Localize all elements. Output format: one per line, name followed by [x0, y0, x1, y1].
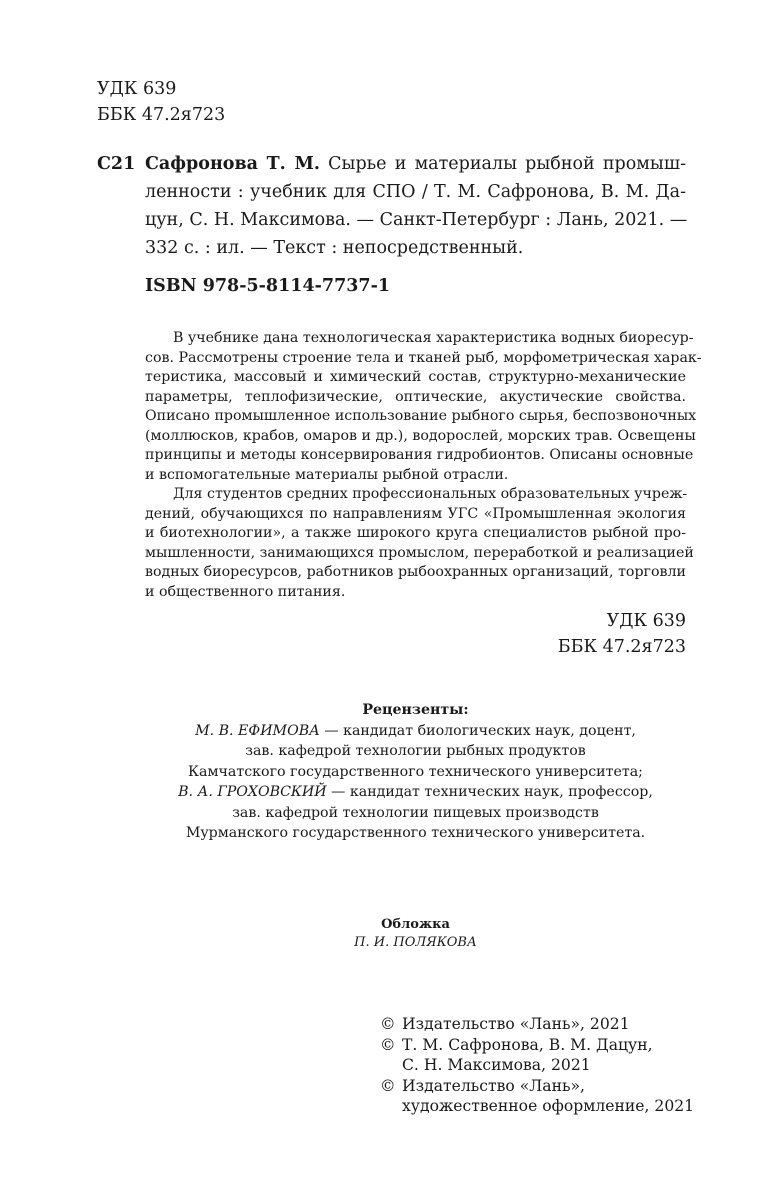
reviewer-1-line-1 — [145, 721, 686, 742]
isbn: ISBN 978-5-8114-7737-1 — [145, 276, 391, 296]
cover-credit — [145, 916, 686, 952]
copyright-text: Издательство «Лань», — [402, 1076, 585, 1095]
annotation-line: дений, обучающихся по направлениям УГС «Промышленная экология — [145, 505, 686, 522]
annotation-line: мышленности, занимающихся промыслом, переработкой и реализацией — [145, 544, 694, 561]
annotation-line: В учебнике дана технологическая характеристика водных биоресур- — [173, 330, 694, 346]
cover-designer: П. И. ПОЛЯКОВА — [354, 935, 477, 950]
bbk-code: ББК 47.2я723 — [97, 105, 226, 125]
reviewer-1-line-3: Камчатского государственного технического университета; — [188, 763, 643, 780]
reviewer-2-line-3: Мурманского государственного технического университета. — [185, 825, 646, 841]
copyright-authors — [380, 1035, 694, 1056]
reviewer-2-line-1 — [145, 782, 686, 803]
copyright-text: Издательство «Лань», 2021 — [402, 1015, 630, 1033]
catalog-line-1 — [145, 150, 686, 178]
bbk-code: ББК 47.2я723 — [557, 637, 686, 657]
copyright-design — [380, 1076, 694, 1097]
catalog-line-4: 332 с. : ил. — Текст : непосредственный. — [145, 238, 524, 258]
catalog-line-2: ленности : учебник для СПО / Т. М. Сафронова, В. М. Да- — [145, 182, 686, 202]
annotation — [145, 329, 702, 602]
annotation-line: Для студентов средних профессиональных образовательных учреж- — [173, 486, 688, 502]
annotation-line: сов. Рассмотрены строение тела и тканей рыб, морфометрическая харак- — [145, 349, 702, 366]
annotation-line: и общественного питания. — [145, 583, 346, 600]
udk-code: УДК 639 — [606, 611, 686, 631]
copyright-design-cont: художественное оформление, 2021 — [402, 1097, 695, 1115]
annotation-line: параметры, теплофизические, оптические, акустические свойства. — [145, 388, 686, 405]
reviewer-2-title: — кандидат технических наук, профессор, — [326, 784, 653, 800]
reviewer-1-name: М. В. ЕФИМОВА — [195, 722, 320, 739]
annotation-line: принципы и методы консервирования гидробионтов. Описаны основные — [145, 447, 694, 463]
reviewers-block — [145, 700, 686, 844]
catalog-title-start: Сырье и материалы рыбной промыш- — [319, 154, 687, 174]
copyright-text: Т. М. Сафронова, В. М. Дацун, — [402, 1035, 653, 1054]
copyright-authors-cont: С. Н. Максимова, 2021 — [402, 1056, 591, 1074]
reviewer-2-line-2: зав. кафедрой технологии пищевых производств — [232, 804, 599, 821]
copyright-block — [380, 1014, 694, 1117]
annotation-line: и биотехнологии», а также широкого круга специалистов рыбной про- — [145, 525, 686, 541]
reviewer-1-line-2: зав. кафедрой технологии рыбных продуктов — [245, 743, 586, 759]
annotation-line: (моллюсков, крабов, омаров и др.), водорослей, морских трав. Освещены — [145, 427, 696, 444]
reviewer-1-title: — кандидат биологических наук, доцент, — [319, 722, 636, 739]
annotation-line: водных биоресурсов, работников рыбоохранных организаций, торговли — [145, 564, 686, 580]
annotation-line: и вспомогательные материалы рыбной отрасли. — [145, 466, 509, 483]
classification-codes-top — [97, 76, 225, 128]
catalog-line-3: цун, С. Н. Максимова. — Санкт-Петербург : Лань, 2021. — — [145, 210, 688, 230]
reviewer-2-name: В. А. ГРОХОВСКИЙ — [178, 784, 327, 800]
classification-codes-bottom — [558, 608, 686, 660]
cover-heading: Обложка — [381, 917, 450, 932]
udk-code: УДК 639 — [97, 79, 177, 99]
annotation-line: Описано промышленное использование рыбного сырья, беспозвоночных — [145, 408, 697, 424]
catalog-author: Сафронова Т. М. — [145, 154, 320, 174]
annotation-line: теристика, массовый и химический состав, структурно-механические — [145, 369, 686, 385]
copyright-icon: © — [380, 1035, 396, 1054]
copyright-icon: © — [380, 1076, 396, 1095]
catalog-author-mark: С21 — [97, 154, 136, 174]
catalog-entry — [145, 150, 686, 262]
copyright-publisher — [380, 1014, 694, 1035]
reviewers-heading: Рецензенты: — [362, 702, 469, 718]
copyright-icon: © — [380, 1015, 396, 1033]
